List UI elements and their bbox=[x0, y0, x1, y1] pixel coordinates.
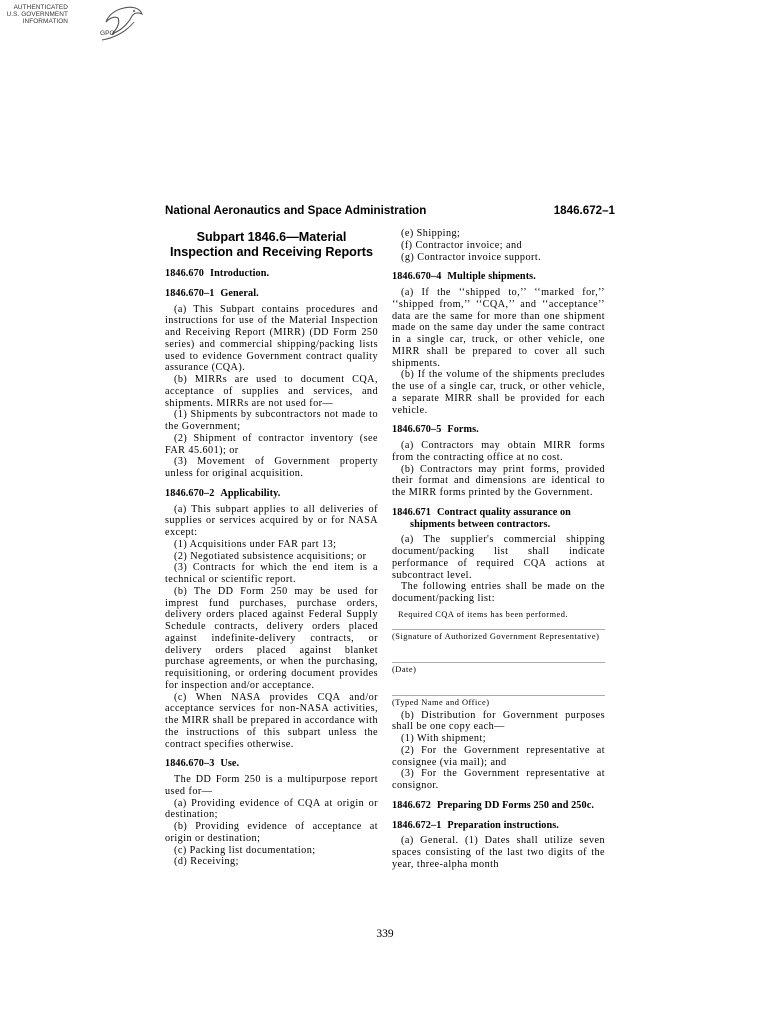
signature-line: (Signature of Authorized Government Representative) bbox=[392, 629, 605, 642]
paragraph: (2) Negotiated subsistence acquisitions; or bbox=[174, 550, 367, 562]
paragraph: (1) Acquisitions under FAR part 13; bbox=[174, 538, 337, 550]
paragraph: (b) Contractors may print forms, provided their format and dimensions are identical to the MIRR forms printed by the Government. bbox=[392, 463, 605, 498]
paragraph: The following entries shall be made on the document/packing list: bbox=[392, 581, 605, 604]
eagle-icon bbox=[62, 4, 146, 44]
section-heading bbox=[392, 507, 605, 531]
section-heading bbox=[165, 488, 378, 500]
section-heading bbox=[392, 271, 605, 283]
seal-line: AUTHENTICATED bbox=[13, 4, 68, 11]
header-agency: National Aeronautics and Space Administration bbox=[165, 204, 427, 217]
section-title: Multiple shipments. bbox=[447, 271, 536, 283]
paragraph: (a) This Subpart contains procedures and instructions for use of the Material Inspection and Receiving Report (MIRR) (DD Form 250 series) and commercial shipping/packing lists used to evidence Government contract quality assurance (CQA). bbox=[165, 303, 378, 374]
section-heading bbox=[165, 268, 378, 280]
paragraph: (e) Shipping; bbox=[401, 228, 461, 239]
paragraph: (1) With shipment; bbox=[401, 733, 487, 744]
paragraph: (a) Providing evidence of CQA at origin or destination; bbox=[165, 797, 378, 821]
subpart-title-line: Inspection and Receiving Reports bbox=[170, 244, 373, 259]
section-heading bbox=[392, 424, 605, 436]
header-section-number: 1846.672–1 bbox=[553, 204, 615, 217]
section-title: Use. bbox=[220, 758, 240, 770]
seal-line: U.S. GOVERNMENT bbox=[6, 11, 68, 19]
paragraph: (2) Shipment of contractor inventory (see FAR 45.601); or bbox=[165, 432, 378, 456]
page-number: 339 bbox=[376, 928, 394, 940]
section-heading bbox=[165, 288, 378, 300]
section-number: 1846.672–1 bbox=[392, 819, 442, 831]
section-number: 1846.670–2 bbox=[165, 487, 215, 499]
section-heading bbox=[165, 758, 378, 770]
seal-text bbox=[6, 4, 68, 26]
paragraph: (b) Distribution for Government purposes shall be one copy each— bbox=[392, 709, 605, 733]
date-line: (Date) bbox=[392, 662, 605, 675]
section-title: Introduction. bbox=[210, 268, 270, 279]
left-column bbox=[165, 228, 378, 868]
paragraph: (3) Contracts for which the end item is a technical or scientific report. bbox=[165, 562, 378, 585]
section-title: Contract quality assurance on shipments between contractors. bbox=[410, 506, 571, 530]
required-cqa-statement: Required CQA of items has been performed. bbox=[398, 609, 569, 619]
section-number: 1846.670–1 bbox=[165, 287, 215, 299]
section-number: 1846.670–3 bbox=[165, 758, 215, 770]
paragraph: (3) Movement of Government property unless for original acquisition. bbox=[165, 456, 378, 479]
authentication-seal bbox=[6, 4, 146, 44]
section-number: 1846.670–5 bbox=[392, 424, 442, 436]
paragraph: The DD Form 250 is a multipurpose report used for— bbox=[165, 774, 378, 797]
section-title: Applicability. bbox=[220, 487, 281, 499]
paragraph: (b) The DD Form 250 may be used for imprest fund purchases, purchase orders, delivery orders placed against Federal Supply Schedule contracts, delivery orders placed against indefinite-delivery contracts, or delivery orders placed against blanket purchase agreements, or when the purchasing, requisitioning, or ordering document provides for inspection and/or acceptance. bbox=[165, 585, 378, 691]
paragraph: (3) For the Government representative at consignor. bbox=[392, 768, 605, 791]
section-number: 1846.670–4 bbox=[392, 271, 442, 283]
section-number: 1846.670 bbox=[165, 268, 205, 279]
paragraph: (c) Packing list documentation; bbox=[174, 844, 316, 856]
section-title: Preparation instructions. bbox=[447, 819, 559, 831]
section-heading bbox=[392, 820, 605, 832]
paragraph: (a) If the ‘‘shipped to,’’ ‘‘marked for,’’ ‘‘shipped from,’’ ‘‘CQA,’’ and ‘‘acceptance’’ data are the same for more than one shipment made on the same day under the same contract in a single car, truck, or other vehicle, one MIRR shall be prepared to cover all such shipments. bbox=[392, 287, 605, 369]
paragraph: (b) MIRRs are used to document CQA, acceptance of supplies and services, and shipments. MIRRs are not used for— bbox=[165, 374, 378, 409]
section-title: Preparing DD Forms 250 and 250c. bbox=[437, 799, 594, 811]
section-title: General. bbox=[220, 287, 259, 299]
subpart-title bbox=[165, 230, 378, 259]
seal-line: INFORMATION bbox=[22, 18, 68, 26]
section-heading bbox=[392, 800, 605, 812]
paragraph: (a) This subpart applies to all deliveries of supplies or services acquired by or for NASA except: bbox=[165, 503, 378, 538]
paragraph: (b) If the volume of the shipments precludes the use of a single car, truck, or other vehicle, a separate MIRR shall be provided for each vehicle. bbox=[392, 369, 605, 416]
subpart-title-line: Subpart 1846.6—Material bbox=[196, 230, 347, 244]
paragraph: (a) Contractors may obtain MIRR forms from the contracting office at no cost. bbox=[392, 440, 605, 463]
section-title: Forms. bbox=[447, 424, 479, 436]
paragraph: (1) Shipments by subcontractors not made to the Government; bbox=[165, 409, 378, 432]
typed-name-line: (Typed Name and Office) bbox=[392, 695, 605, 708]
section-number: 1846.672 bbox=[392, 799, 432, 811]
paragraph: (d) Receiving; bbox=[174, 856, 239, 868]
paragraph: (g) Contractor invoice support. bbox=[401, 251, 542, 263]
paragraph: (2) For the Government representative at consignee (via mail); and bbox=[392, 744, 605, 768]
seal-gpo: GPO bbox=[100, 30, 115, 37]
section-number: 1846.671 bbox=[392, 506, 432, 518]
paragraph: (f) Contractor invoice; and bbox=[401, 239, 523, 251]
paragraph: (c) When NASA provides CQA and/or acceptance services for non-NASA activities, the MIRR shall be prepared in accordance with the instructions of this subpart unless the contract specifies otherwise. bbox=[165, 691, 378, 750]
paragraph: (a) General. (1) Dates shall utilize seven spaces consisting of the last two digits of the year, three-alpha month bbox=[392, 835, 605, 870]
running-header bbox=[165, 204, 615, 220]
paragraph: (a) The supplier's commercial shipping document/packing list shall indicate performance of required CQA actions at subcontract level. bbox=[392, 534, 605, 581]
paragraph: (b) Providing evidence of acceptance at origin or destination; bbox=[165, 821, 378, 844]
right-column bbox=[392, 228, 605, 871]
